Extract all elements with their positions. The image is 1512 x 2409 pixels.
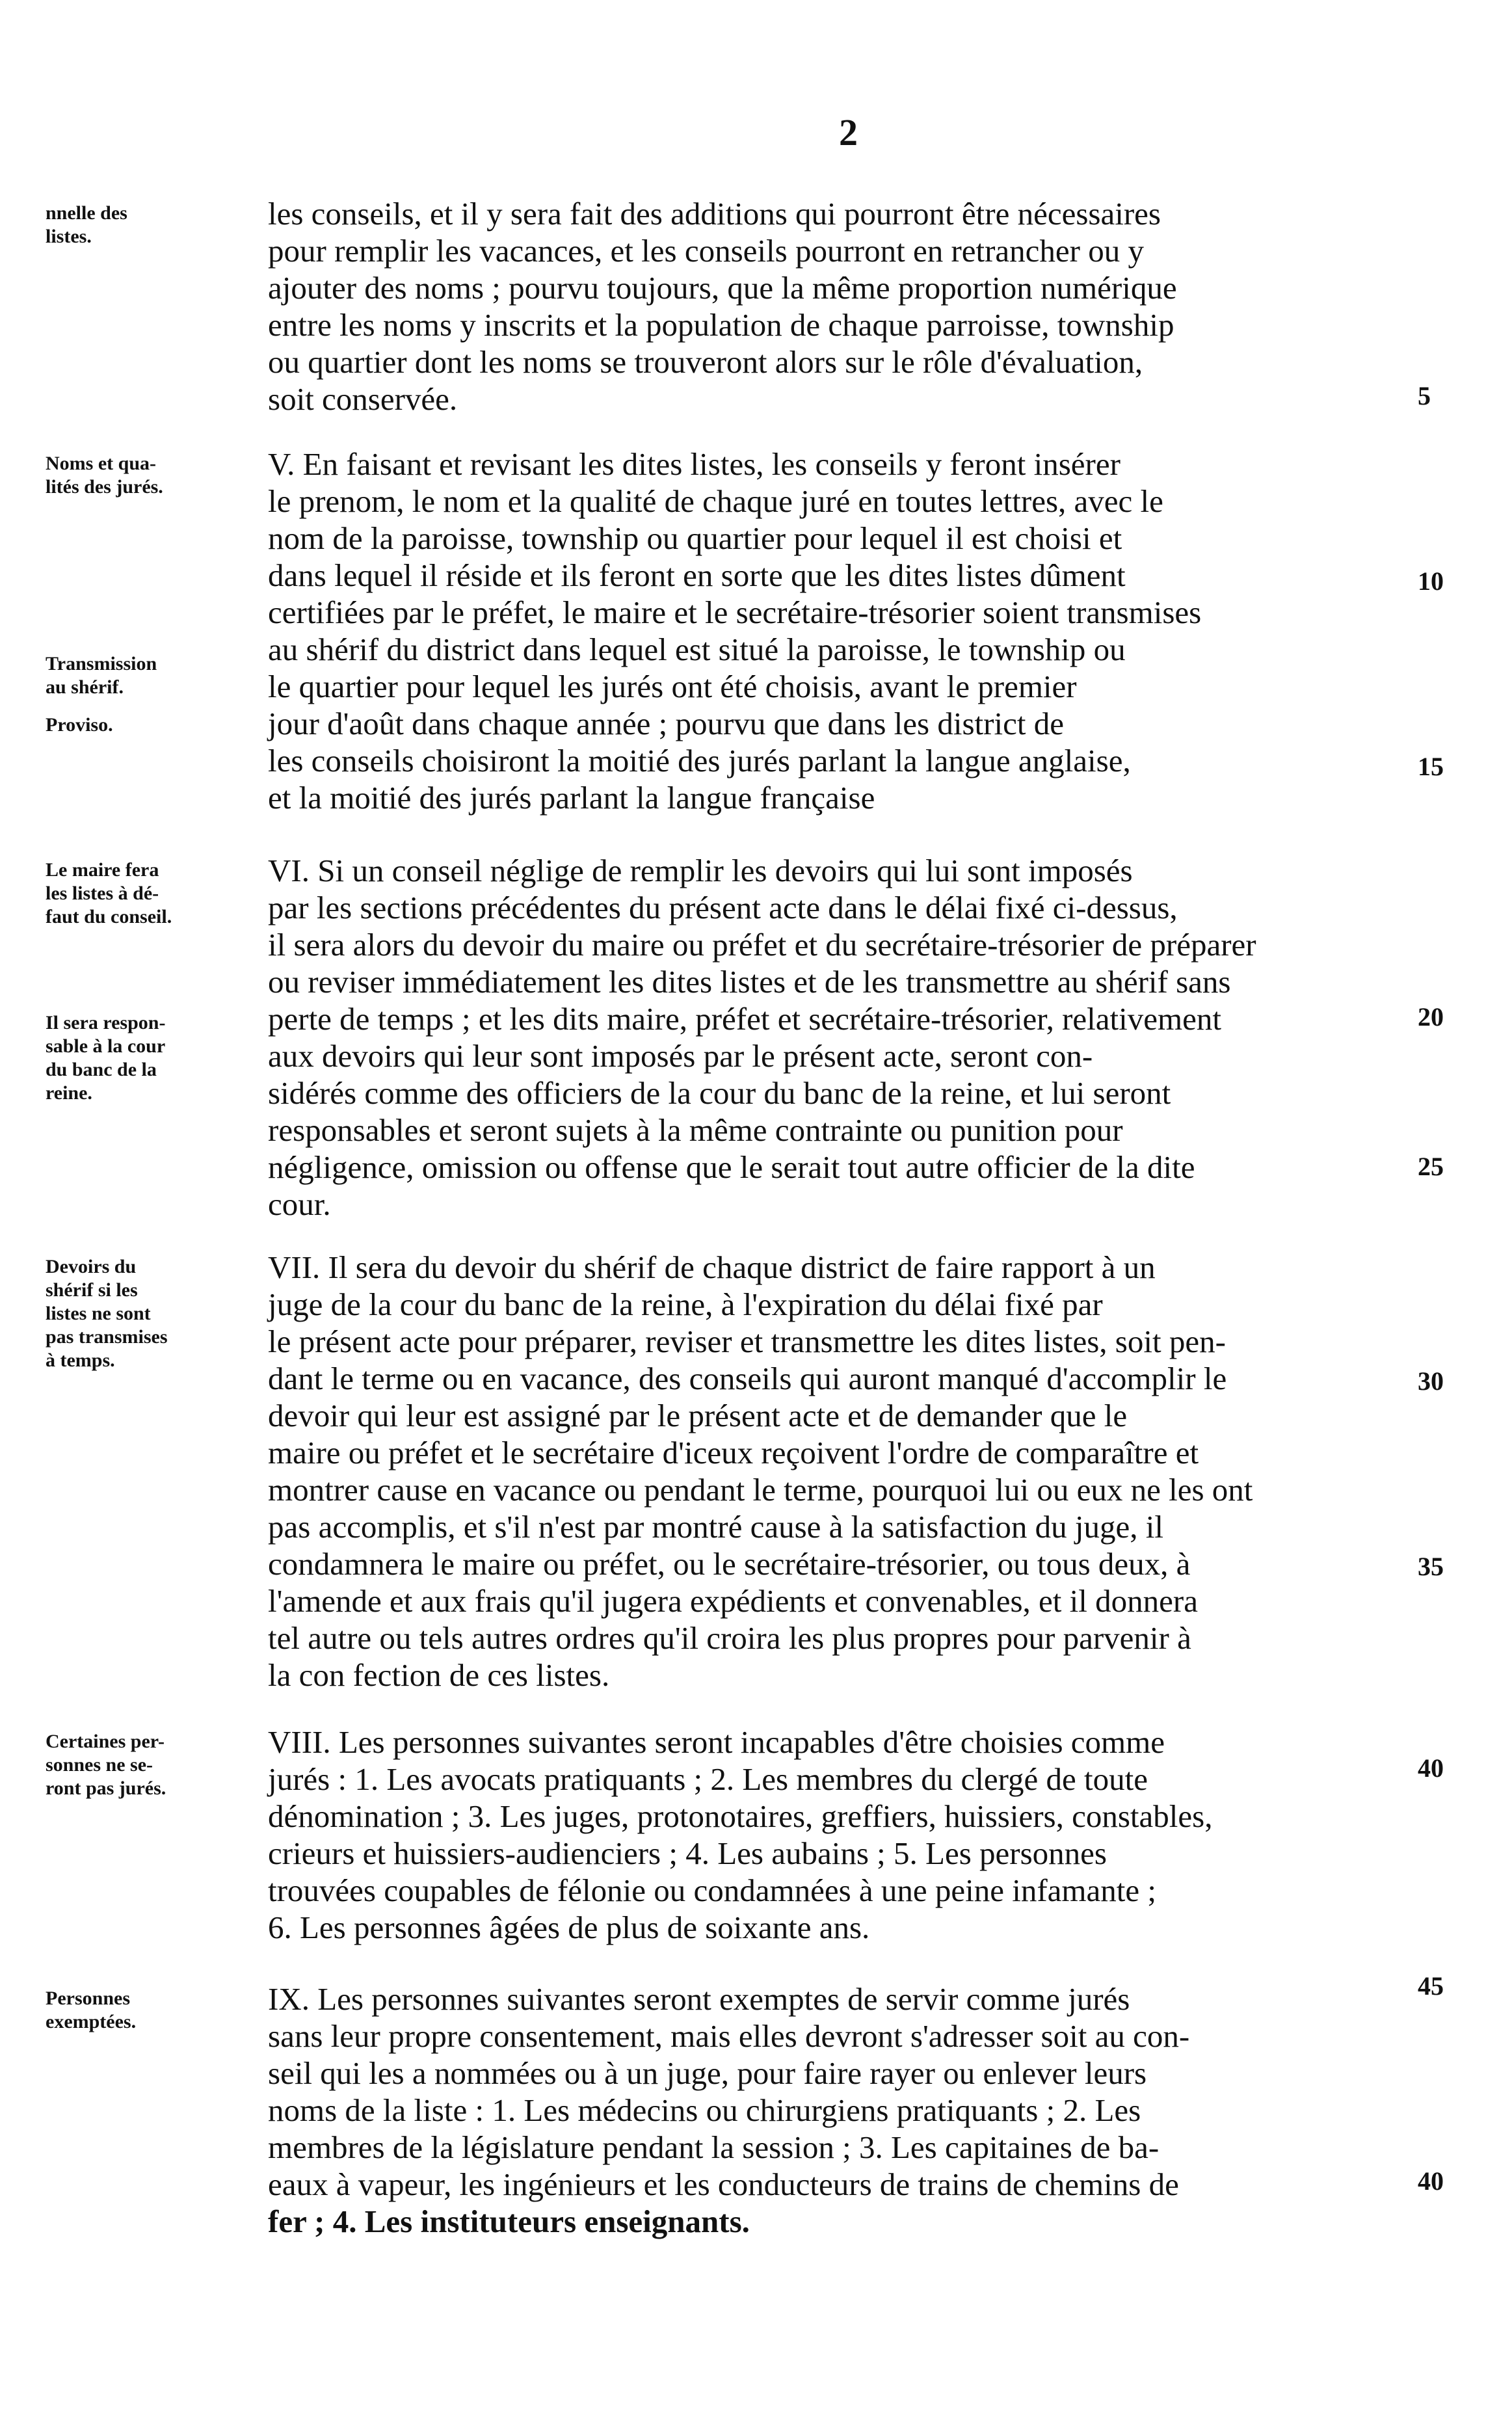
margin-note: Devoirs du shérif si les listes ne sont pas transmises à temps. bbox=[46, 1256, 168, 1371]
line-number: 40 bbox=[1418, 1753, 1444, 1783]
line-number: 45 bbox=[1418, 1971, 1444, 2001]
line-number: 25 bbox=[1418, 1152, 1444, 1181]
margin-note: Personnes exemptées. bbox=[46, 1988, 137, 2032]
paragraph-text: IX. Les personnes suivantes seront exemptes de servir comme jurés sans leur propre consentement, mais elles devront s'adresser soit au con- seil qui les a nommées ou à un juge, pour faire rayer ou enlever leurs noms de la liste : 1. Les médecins ou chirurgiens pratiquants ; 2. Les membres de la législature pendant la session ; 3. Les capitaines de ba- eaux à vapeur, les ingénieurs et les conducteurs de trains de chemins de bbox=[268, 1981, 1190, 2202]
margin-note-responsible: Il sera respon- sable à la cour du banc de la reine. bbox=[46, 1012, 166, 1104]
margin-note: Certaines per- sonnes ne se- ront pas jurés. bbox=[46, 1731, 166, 1799]
line-number: 15 bbox=[1418, 752, 1444, 781]
paragraph-text: VIII. Les personnes suivantes seront incapables d'être choisies comme jurés : 1. Les avocats pratiquants ; 2. Les membres du clergé de toute dénomination ; 3. Les juges, protonotaires, greffiers, huissiers, constables, crieurs et huissiers-audienciers ; 4. Les aubains ; 5. Les personnes trouvées coupables de félonie ou condamnées à une peine infamante ; 6. Les personnes âgées de plus de soixante ans. bbox=[268, 1724, 1213, 1945]
paragraph-text: les conseils, et il y sera fait des additions qui pourront être nécessaires pour remplir les vacances, et les conseils pourront en retrancher ou y ajouter des noms ; pourvu toujours, que la même proportion numérique entre les noms y inscrits et la population de chaque parroisse, township ou quartier dont les noms se trouveront alors sur le rôle d'évaluation, soit conservée. bbox=[268, 196, 1177, 417]
line-number: 20 bbox=[1418, 1002, 1444, 1031]
paragraph-text: V. En faisant et revisant les dites listes, les conseils y feront insérer le prenom, le nom et la qualité de chaque juré en toutes lettres, avec le nom de la paroisse, township ou quartier pour lequel il est choisi et dans lequel il réside et ils feront en sorte que les dites listes dûment certifiées par le préfet, le maire et le secrétaire-trésorier soient transmises au shérif du district dans lequel est situé la paroisse, le township ou le quartier pour lequel les jurés ont été choisis, avant le premier jour d'août dans chaque année ; pourvu que dans les district de les conseils choisiront la moitié des jurés parlant la langue anglaise, et la moitié des jurés parlant la langue française bbox=[268, 446, 1202, 816]
line-number: 35 bbox=[1418, 1552, 1444, 1581]
paragraph-text: VII. Il sera du devoir du shérif de chaque district de faire rapport à un juge de la cour du banc de la reine, à l'expiration du délai fixé par le présent acte pour préparer, reviser et transmettre les dites listes, soit pen- dant le terme ou en vacance, des conseils qui auront manqué d'accomplir le devoir qui leur est assigné par le présent acte et de demander que le maire ou préfet et le secrétaire d'iceux reçoivent l'ordre de comparaître et montrer cause en vacance ou pendant le terme, pourquoi lui ou eux ne les ont pas accomplis, et s'il n'est par montré cause à la satisfaction du juge, il condamnera le maire ou préfet, ou le secrétaire-trésorier, ou tous deux, à l'amende et aux frais qu'il jugera expédients et convenables, et il donnera tel autre ou tels autres ordres qu'il croira les plus propres pour parvenir à la con fection de ces listes. bbox=[268, 1249, 1253, 1693]
line-number: 40 bbox=[1418, 2166, 1444, 2196]
margin-note: nnelle des listes. bbox=[46, 202, 127, 247]
line-number: 10 bbox=[1418, 566, 1444, 596]
line-number: 5 bbox=[1418, 381, 1431, 410]
margin-note-proviso: Proviso. bbox=[46, 714, 113, 736]
line-number: 30 bbox=[1418, 1366, 1444, 1396]
margin-note: Le maire fera les listes à dé- faut du conseil. bbox=[46, 859, 172, 927]
margin-note: Noms et qua- lités des jurés. bbox=[46, 453, 163, 498]
margin-note-transmission: Transmission au shérif. bbox=[46, 653, 157, 698]
paragraph-text: VI. Si un conseil néglige de remplir les devoirs qui lui sont imposés par les sections précédentes du présent acte dans le délai fixé ci-dessus, il sera alors du devoir du maire ou préfet et du secrétaire-trésorier de préparer ou reviser immédiatement les dites listes et de les transmettre au shérif sans perte de temps ; et les dits maire, préfet et secrétaire-trésorier, relativement aux devoirs qui leur sont imposés par le présent acte, seront con- sidérés comme des officiers de la cour du banc de la reine, et lui seront responsables et seront sujets à la même contrainte ou punition pour négligence, omission ou offense que le serait tout autre officier de la dite cour. bbox=[268, 853, 1256, 1222]
page-number: 2 bbox=[839, 111, 858, 153]
paragraph-text-bold-end: fer ; 4. Les instituteurs enseignants. bbox=[268, 2203, 750, 2239]
